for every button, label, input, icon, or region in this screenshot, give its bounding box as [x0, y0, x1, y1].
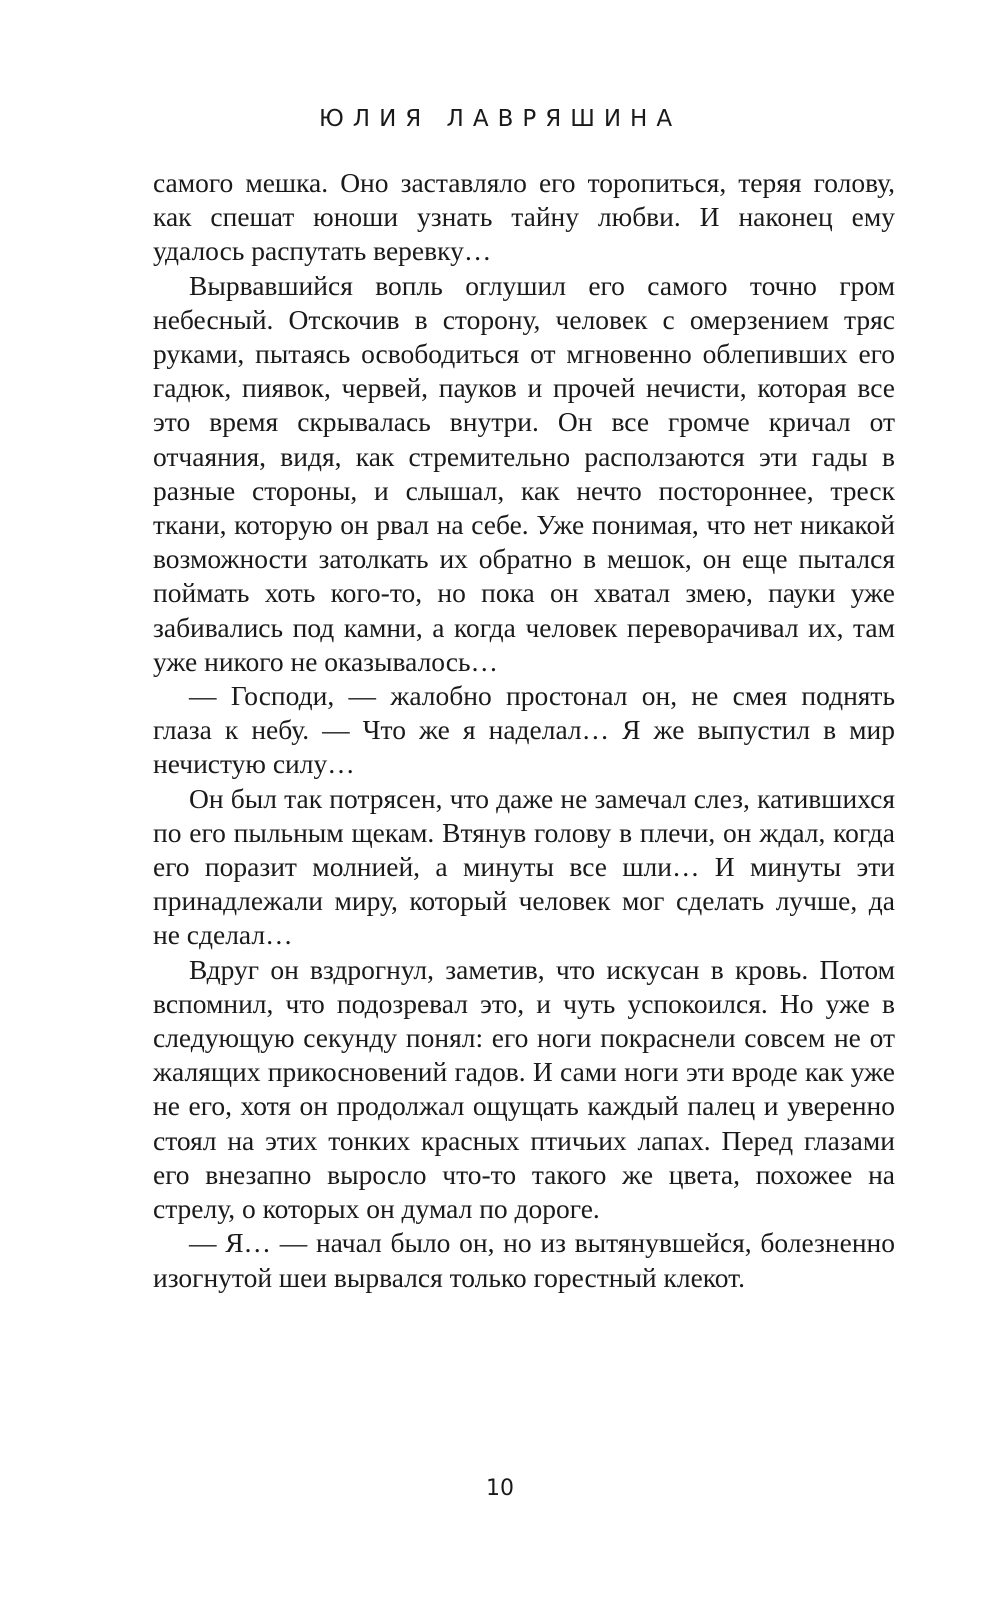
paragraph-1: самого мешка. Оно заставляло его торопиться, теряя голову, как спешат юноши узнать тайну любви. И наконец ему удалось распутать веревку… — [153, 167, 895, 267]
page-number: 10 — [486, 1476, 514, 1501]
body-text — [153, 166, 895, 1295]
running-head-author: ЮЛИЯ ЛАВРЯШИНА — [318, 106, 682, 132]
paragraph-4: Он был так потрясен, что даже не замечал слез, катившихся по его пыльным щекам. Втянув голову в плечи, он ждал, когда его поразит молнией, а минуты все шли… И минуты эти принадлежали миру, который человек мог сделать лучше, да не сделал… — [153, 782, 895, 951]
paragraph-5: Вдруг он вздрогнул, заметив, что искусан в кровь. Потом вспомнил, что подозревал это, и чуть успокоился. Но уже в следующую секунду понял: его ноги покраснели совсем не от жалящих прикосновений гадов. И сами ноги эти вроде как уже не его, хотя он продолжал ощущать каждый палец и уверенно стоял на этих тонких красных птичьих лапах. Перед глазами его внезапно выросло что-то такого же цвета, похожее на стрелу, о которых он думал по дороге. — [153, 953, 895, 1225]
paragraph-6: — Я… — начал было он, но из вытянувшейся, болезненно изогнутой шеи вырвался только горестный клекот. — [153, 1227, 895, 1293]
paragraph-2: Вырвавшийся вопль оглушил его самого точно гром небесный. Отскочив в сторону, человек с омерзением тряс руками, пытаясь освободиться от мгновенно облепивших его гадюк, пиявок, червей, пауков и прочей нечисти, которая все это время скрывалась внутри. Он все громче кричал от отчаяния, видя, как стремительно расползаются эти гады в разные стороны, и слышал, как нечто постороннее, треск ткани, которую он рвал на себе. Уже понимая, что нет никакой возможности затолкать их обратно в мешок, он еще пытался поймать хоть кого-то, но пока он хватал змею, пауки уже забивались под камни, а когда человек переворачивал их, там уже никого не оказывалось… — [153, 269, 895, 677]
paragraph-3: — Господи, — жалобно простонал он, не смея поднять глаза к небу. — Что же я наделал… Я же выпустил в мир нечистую силу… — [153, 680, 895, 780]
